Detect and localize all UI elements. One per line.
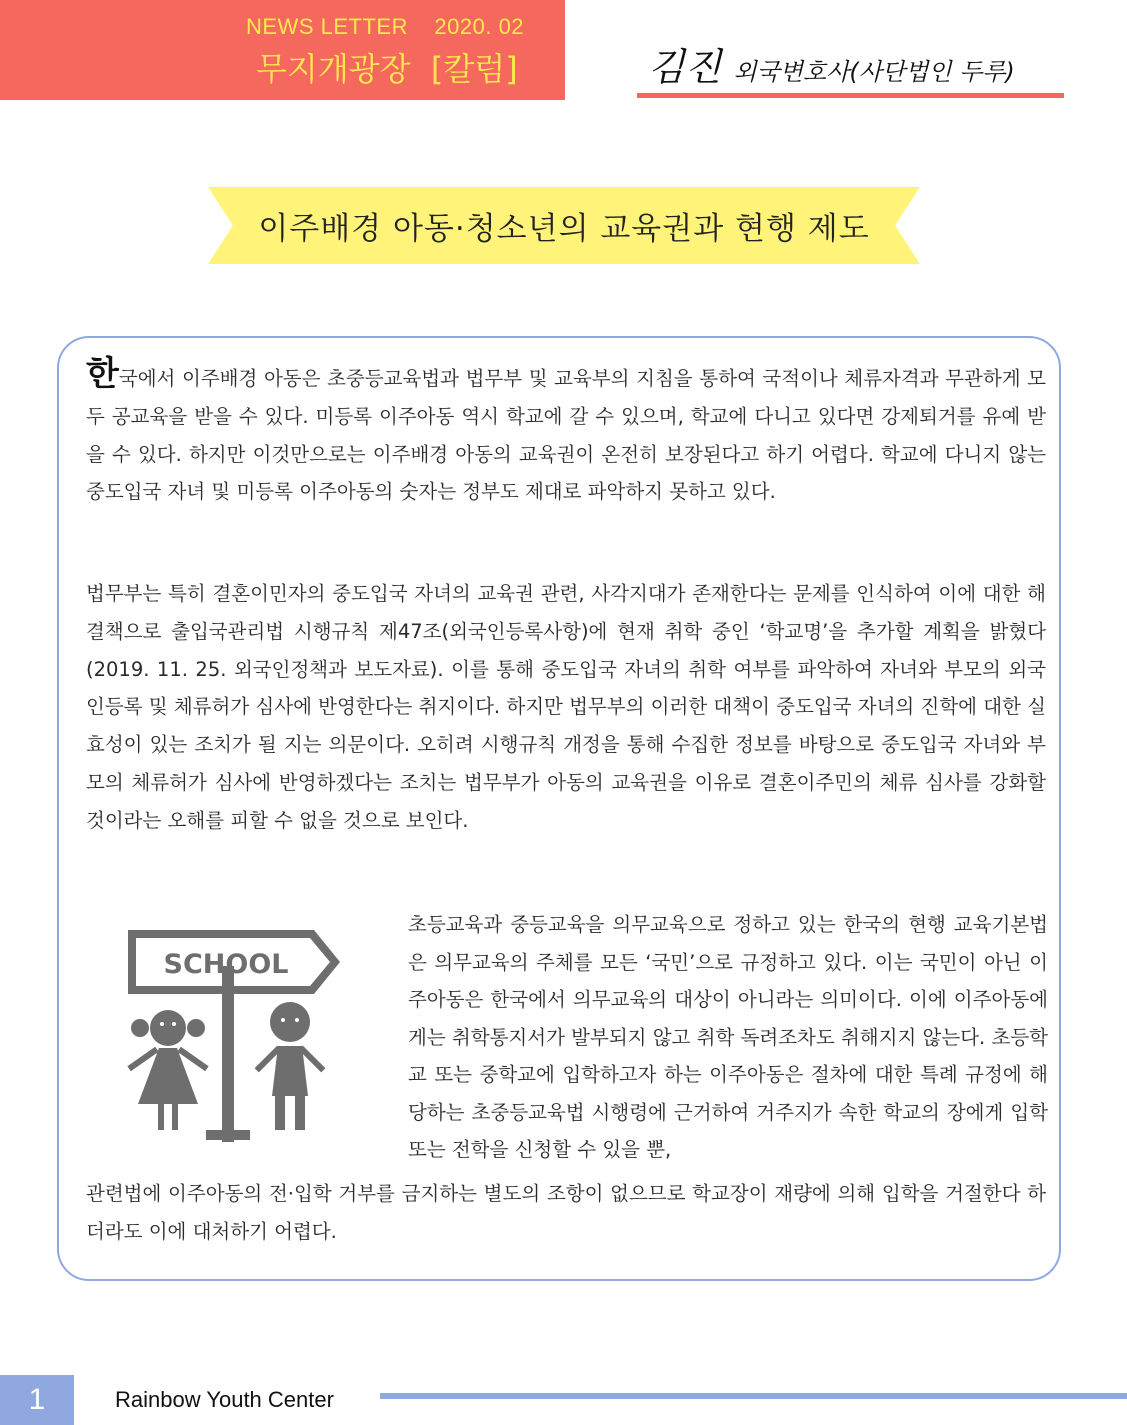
article-title: 이주배경 아동·청소년의 교육권과 현행 제도 [258,211,870,247]
paragraph-4: 관련법에 이주아동의 전·입학 거부를 금지하는 별도의 조항이 없으므로 학교장이 재량에 의해 입학을 거절한다 하더라도 이에 대처하기 어렵다. [86,1182,1046,1243]
drop-cap: 한 [86,354,119,394]
paragraph-1-text: 국에서 이주배경 아동은 초중등교육법과 법무부 및 교육부의 지침을 통하여 국적이나 체류자격과 무관하게 모두 공교육을 받을 수 있다. 미등록 이주아동 역시 학교에 갈 수 있으며, 학교에 다니고 있다면 강제퇴거를 유예 받을 수 있다. 하지만 이것만으로는 이주배경 아동의 교육권이 온전히 보장된다고 하기 어렵다. 학교에 다니지 않는 중도입국 자녀 및 미등록 이주아동의 숫자는 정부도 제대로 파악하지 못하고 있다. [86,367,1046,504]
section-title: 무지개광장 [칼럼] [256,50,518,88]
paragraph-2: 법무부는 특히 결혼이민자의 중도입국 자녀의 교육권 관련, 사각지대가 존재한다는 문제를 인식하여 이에 대한 해결책으로 출입국관리법 시행규칙 제47조(외국인등록사항)에 현재 취학 중인 ‘학교명’을 추가할 계획을 밝혔다(2019. 11. 25. 외국인정책과 보도자료). 이를 통해 중도입국 자녀의 취학 여부를 파악하여 자녀와 부모의 외국인등록 및 체류허가 심사에 반영한다는 취지이다. 하지만 법무부의 이러한 대책이 중도입국 자녀의 진학에 대한 실효성이 있는 조치가 될 지는 의문이다. 오히려 시행규칙 개정을 통해 수집한 정보를 바탕으로 중도입국 자녀와 부모의 체류허가 심사에 반영하겠다는 조치는 법무부가 아동의 교육권을 이유로 결혼이주민의 체류 심사를 강화할 것이라는 오해를 피할 수 없을 것으로 보인다. [86,582,1046,832]
page-number: 1 [0,1375,74,1425]
author-role: 외국변호사(사단법인 두루) [733,58,1015,86]
school-sign-children-icon [118,916,348,1146]
author-byline [648,36,1015,91]
paragraph-3: 초등교육과 중등교육을 의무교육으로 정하고 있는 한국의 현행 교육기본법은 의무교육의 주체를 모든 ‘국민’으로 규정하고 있다. 이는 국민이 아닌 이주아동은 한국에서 의무교육의 대상이 아니라는 의미이다. 이에 이주아동에게는 취학통지서가 발부되지 않고 취학 독려조차도 취해지지 않는다. 초등학교 또는 중학교에 입학하고자 하는 이주아동은 절차에 대한 특례 규정에 해당하는 초중등교육법 시행령에 근거하여 거주지가 속한 학교의 장에게 입학 또는 전학을 신청할 수 있을 뿐, [408,913,1048,1161]
author-underline [637,93,1064,98]
paragraph-1 [86,354,1046,511]
sign-text: SCHOOL [163,949,289,980]
newsletter-date-line: NEWS LETTER 2020. 02 [246,14,525,39]
author-name: 김진 [648,45,722,89]
footer-rule [380,1393,1127,1399]
footer-org-name: Rainbow Youth Center [115,1387,334,1412]
